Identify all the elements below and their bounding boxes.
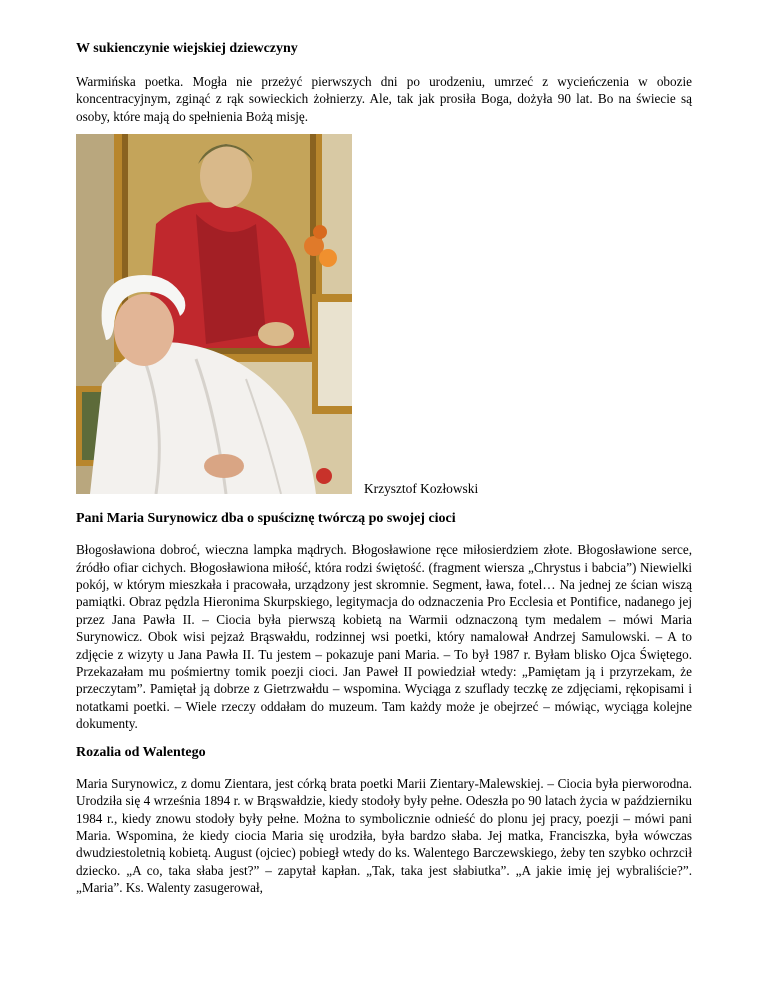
photo-caption: Krzysztof Kozłowski — [364, 481, 479, 497]
photo-figure — [76, 134, 692, 498]
portrait-photo — [76, 134, 352, 494]
article-title: W sukienczynie wiejskiej dziewczyny — [76, 41, 298, 56]
section-heading: Rozalia od Walentego — [76, 744, 206, 760]
article-lead: Warmińska poetka. Mogła nie przeżyć pierwszych dni po urodzeniu, umrzeć z wycieńczenia w obozie koncentracyjnym, zginąć z rąk sowieckich żołnierzy. Ale, tak jak prosiła Boga, dożyła 90 lat. Bo na świecie są osoby, które mają do spełnienia Bożą misję. — [76, 74, 692, 124]
section-paragraph: Maria Surynowicz, z domu Zientara, jest córką brata poetki Marii Zientary-Malewskiej. – Ciocia była pierworodna. Urodziła się 4 września 1894 r. w Brąswałdzie, kiedy stodoły były pełne. Odeszła po 90 latach życia w październiku 1984 r., kiedy znowu stodoły były pełne. Można to symbolicznie odnieść do plonu jej pracy, poezji – mówi pani Maria. Wspomina, że kiedy ciocia Maria się urodziła, była bardzo słaba. Jej matka, Franciszka, była wówczas dwudziestoletnią kobietą. August (ojciec) pobiegł wtedy do ks. Walentego Barczewskiego, żeby ten szybko ochrzcił dziecko. „A co, taka słaba jest?” – zapytał kapłan. „Tak, taka jest słabiutka”. „A jakie imię jej wybraliście?”. „Maria”. Ks. Walenty zasugerował, — [76, 775, 692, 896]
article — [76, 36, 692, 897]
section-paragraph: Błogosławiona dobroć, wieczna lampka mądrych. Błogosławione ręce miłosierdziem złote. Błogosławione serce, źródło ofiar cichych. Błogosławiona miłość, która rodzi świętość. (fragment wiersza „Chrystus i babcia”) Niewielki pokój, w którym mieszkała i pracowała, urządzony jest skromnie. Segment, ława, fotel… Na jednej ze ścian wiszą pamiątki. Obraz pędzla Hieronima Skurpskiego, legitymacja do odznaczenia Pro Ecclesia et Pontifice, nadanego jej przez Jana Pawła II. – Ciocia była pierwszą kobietą na Warmii odznaczoną tym medalem – mówi Maria Surynowicz. Obok wisi pejzaż Brąswałdu, rodzinnej wsi poetki, który namalował Andrzej Samulowski. – A to zdjęcie z wizyty u Jana Pawła II. Tu jestem – pokazuje pani Maria. – To był 1987 r. Byłam blisko Ojca Świętego. Przekazałam mu pośmiertny tomik poezji cioci. Jan Paweł II powiedział wtedy: „Pamiętam ją i przyrzekam, że przeczytam”. Pamiętał ją dobrze z Gietrzwałdu – wspomina. Wyciąga z szuflady teczkę ze zdjęciami, rękopisami i notatkami poetki. – Wiele rzeczy oddałam do muzeum. Tam każdy może je obejrzeć – mówiąc, wyciąga kolejne dokumenty. — [76, 542, 692, 732]
section-heading: Pani Maria Surynowicz dba o spuściznę twórczą po swojej cioci — [76, 511, 456, 527]
